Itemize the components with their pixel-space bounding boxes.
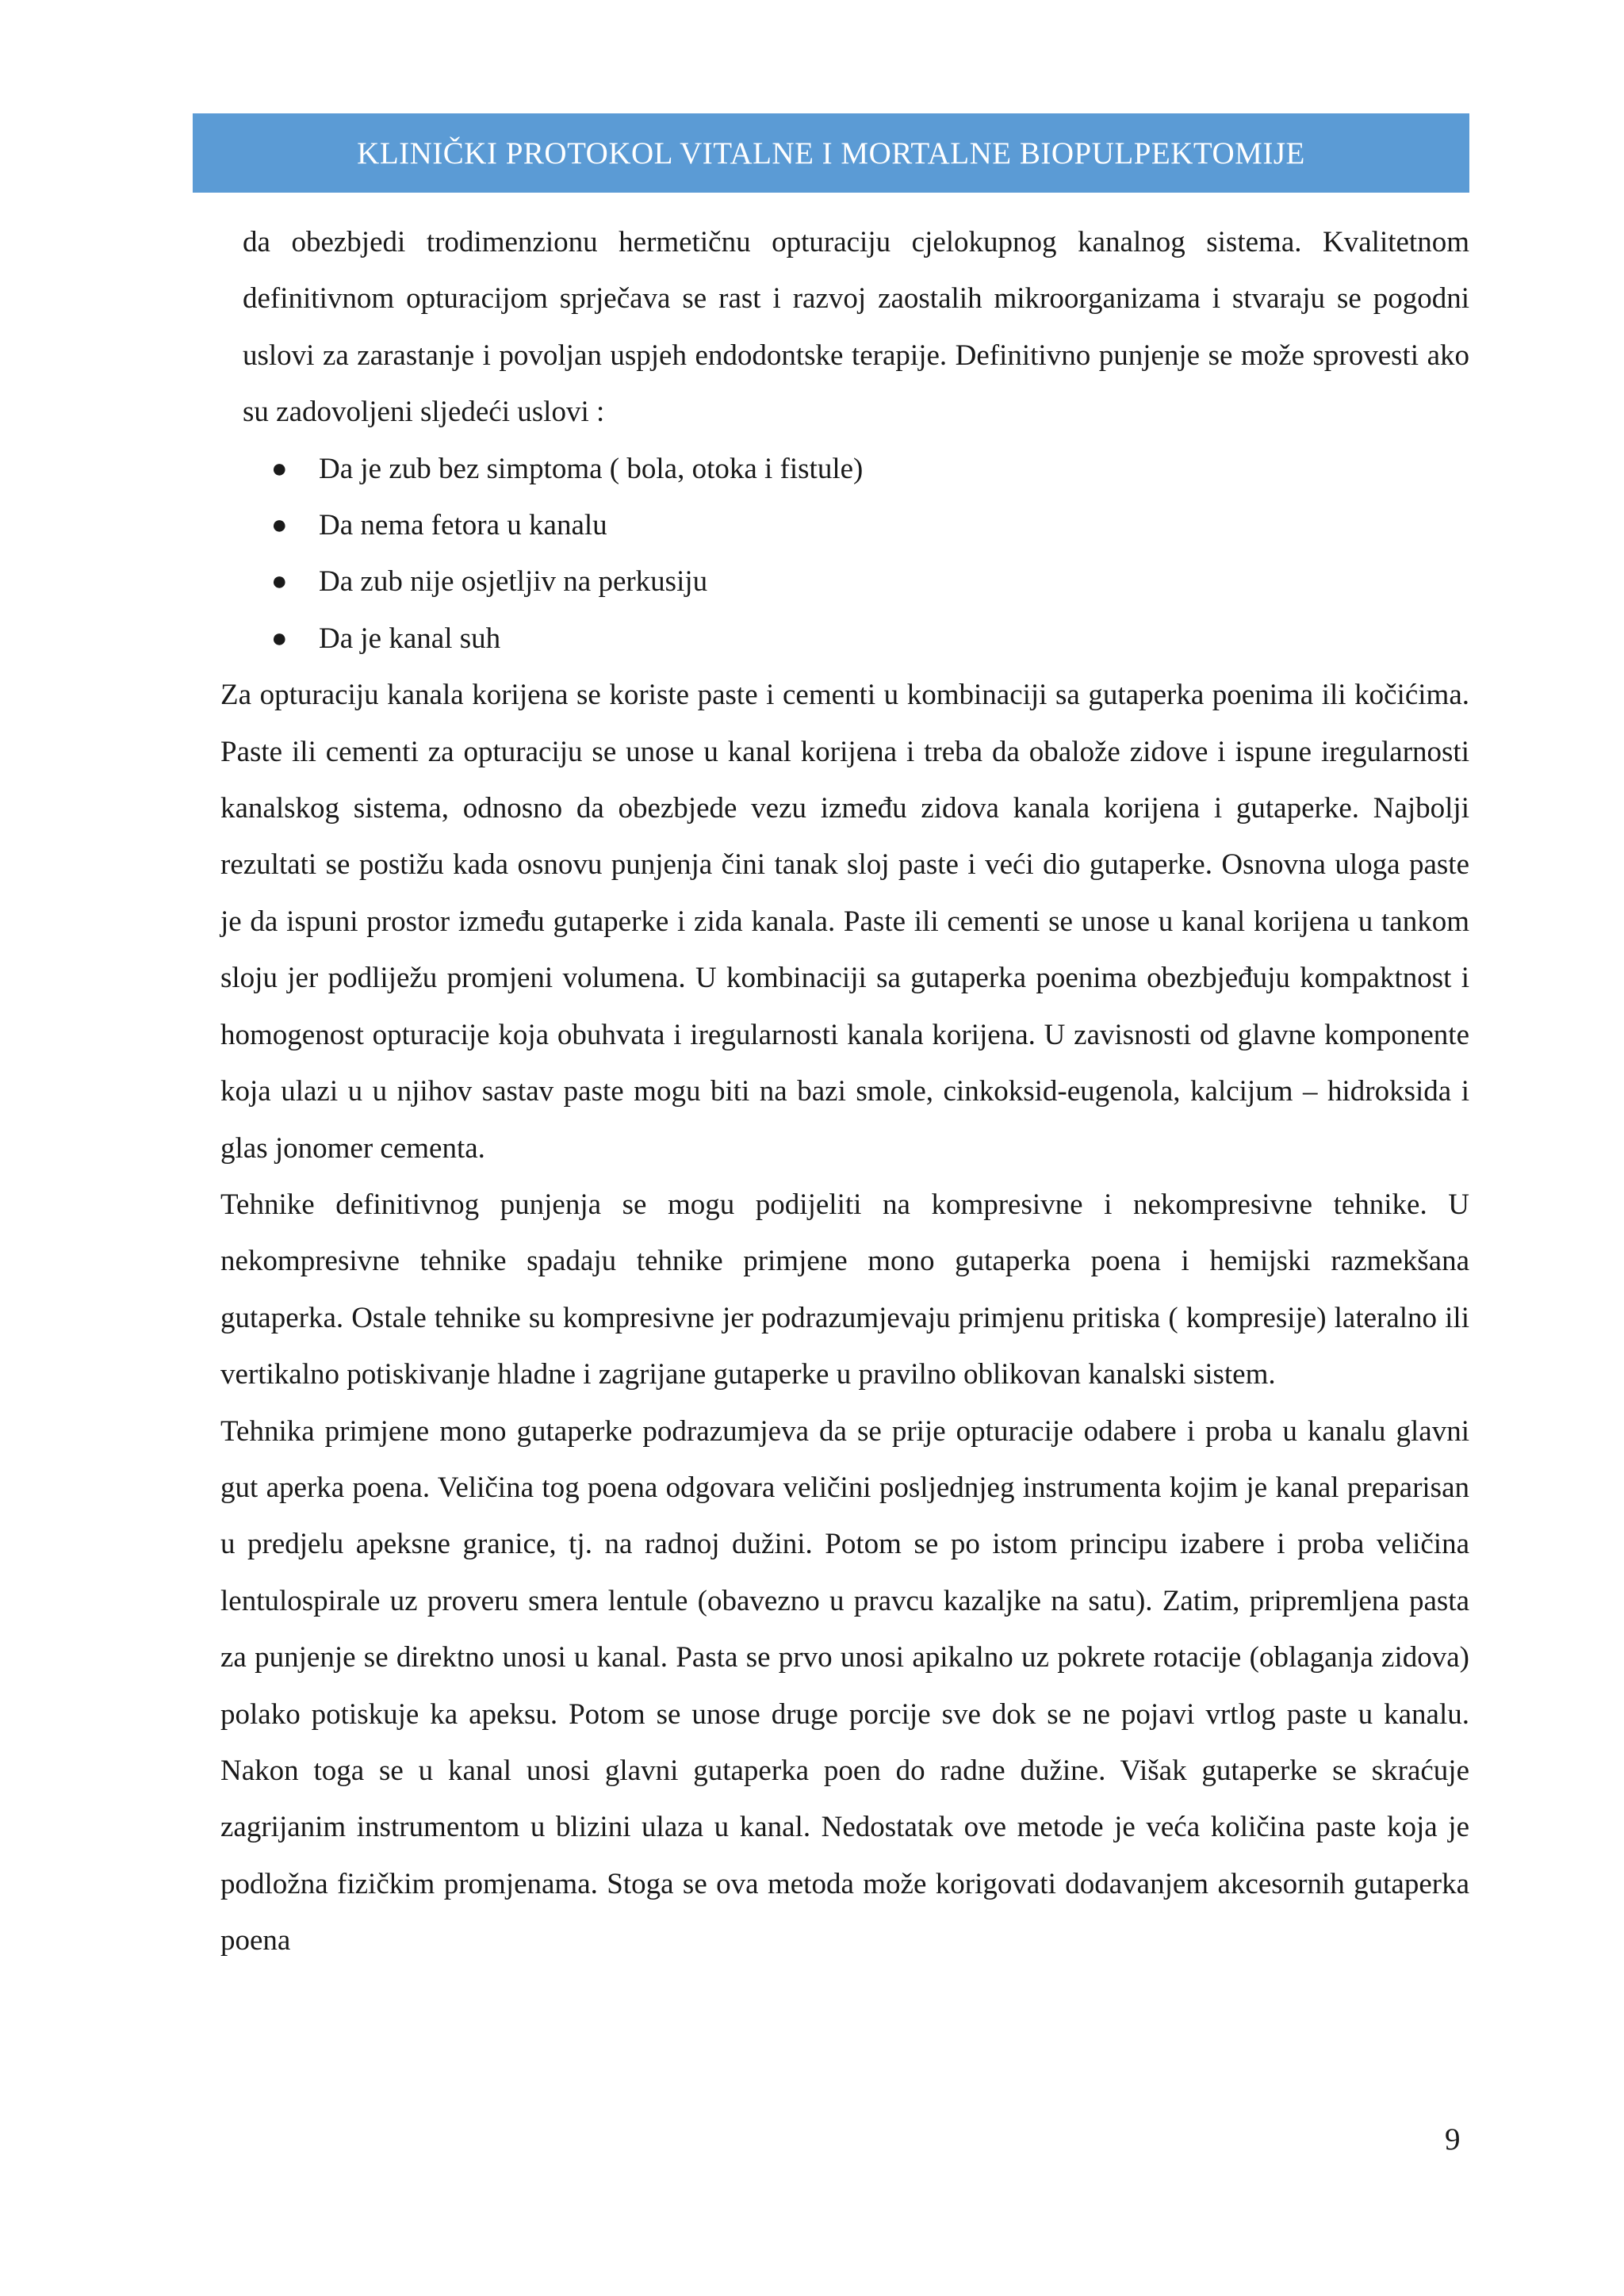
list-item (243, 610, 1469, 667)
list-item (243, 553, 1469, 610)
running-header (193, 113, 1469, 193)
list-item-text: Da je zub bez simptoma ( bola, otoka i fistule) (319, 452, 864, 485)
list-item-text: Da nema fetora u kanalu (319, 509, 607, 542)
paragraph-pastes-cements: Za opturaciju kanala korijena se koriste paste i cementi u kombinaciji sa gutaperka poenima ili kočićima. Paste ili cementi za opturaciju se unose u kanal korijena i treba da obalože zidove i ispune iregularnosti kanalskog sistema, odnosno da obezbjede vezu između zidova kanala korijena i gutaperke. Najbolji rezultati se postižu kada osnovu punjenja čini tanak sloj paste i veći dio gutaperke. Osnovna uloga paste je da ispuni prostor između gutaperke i zida kanala. Paste ili cementi se unose u kanal korijena u tankom sloju jer podliježu promjeni volumena. U kombinaciji sa gutaperka poenima obezbjeđuju kompaktnost i homogenost opturacije koja obuhvata i iregularnosti kanala korijena. U zavisnosti od glavne komponente koja ulazi u u njihov sastav paste mogu biti na bazi smole, cinkoksid-eugenola, kalcijum – hidroksida i glas jonomer cementa. (220, 679, 1469, 1165)
bullet-icon: ● (271, 453, 288, 484)
page-number: 9 (1445, 2122, 1461, 2156)
list-item-text: Da je kanal suh (319, 622, 501, 655)
paragraph-mono-gutaperka: Tehnika primjene mono gutaperke podrazumjeva da se prije opturacije odabere i proba u kanalu glavni gut aperka poena. Veličina tog poena odgovara veličini posljednjeg instrumenta kojim je kanal preparisan u predjelu apeksne granice, tj. na radnoj dužini. Potom se po istom principu izabere i proba veličina lentulospirale uz proveru smera lentule (obavezno u pravcu kazaljke na satu). Zatim, pripremljena pasta za punjenje se direktno unosi u kanal. Pasta se prvo unosi apikalno uz pokrete rotacije (oblaganja zidova) polako potiskuje ka apeksu. Potom se unose druge porcije sve dok se ne pojavi vrtlog paste u kanalu. Nakon toga se u kanal unosi glavni gutaperka poen do radne dužine. Višak gutaperke se skraćuje zagrijanim instrumentom u blizini ulaza u kanal. Nedostatak ove metode je veća količina paste koja je podložna fizičkim promjenama. Stoga se ova metoda može korigovati dodavanjem akcesornih gutaperka poena (220, 1414, 1469, 1957)
conditions-list (220, 441, 1469, 668)
page-body (220, 214, 1469, 1969)
intro-paragraph: da obezbjedi trodimenzionu hermetičnu opturaciju cjelokupnog kanalnog sistema. Kvalitetnom definitivnom opturacijom sprječava se rast i razvoj zaostalih mikroorganizama i stvaraju se pogodni uslovi za zarastanje i povoljan uspjeh endodontske terapije. Definitivno punjenje se može sprovesti ako su zadovoljeni sljedeći uslovi : (243, 226, 1469, 429)
header-title: KLINIČKI PROTOKOL VITALNE I MORTALNE BIOPULPEKTOMIJE (357, 136, 1305, 170)
list-item (243, 497, 1469, 553)
list-item (243, 441, 1469, 497)
bullet-icon: ● (271, 511, 288, 541)
bullet-icon: ● (271, 623, 288, 653)
list-item-text: Da zub nije osjetljiv na perkusiju (319, 565, 708, 599)
bullet-icon: ● (271, 567, 288, 597)
paragraph-filling-techniques: Tehnike definitivnog punjenja se mogu podijeliti na kompresivne i nekompresivne tehnike. U nekompresivne tehnike spadaju tehnike primjene mono gutaperka poena i hemijski razmekšana gutaperka. Ostale tehnike su kompresivne jer podrazumjevaju primjenu pritiska ( kompresije) lateralno ili vertikalno potiskivanje hladne i zagrijane gutaperke u pravilno oblikovan kanalski sistem. (220, 1188, 1469, 1391)
